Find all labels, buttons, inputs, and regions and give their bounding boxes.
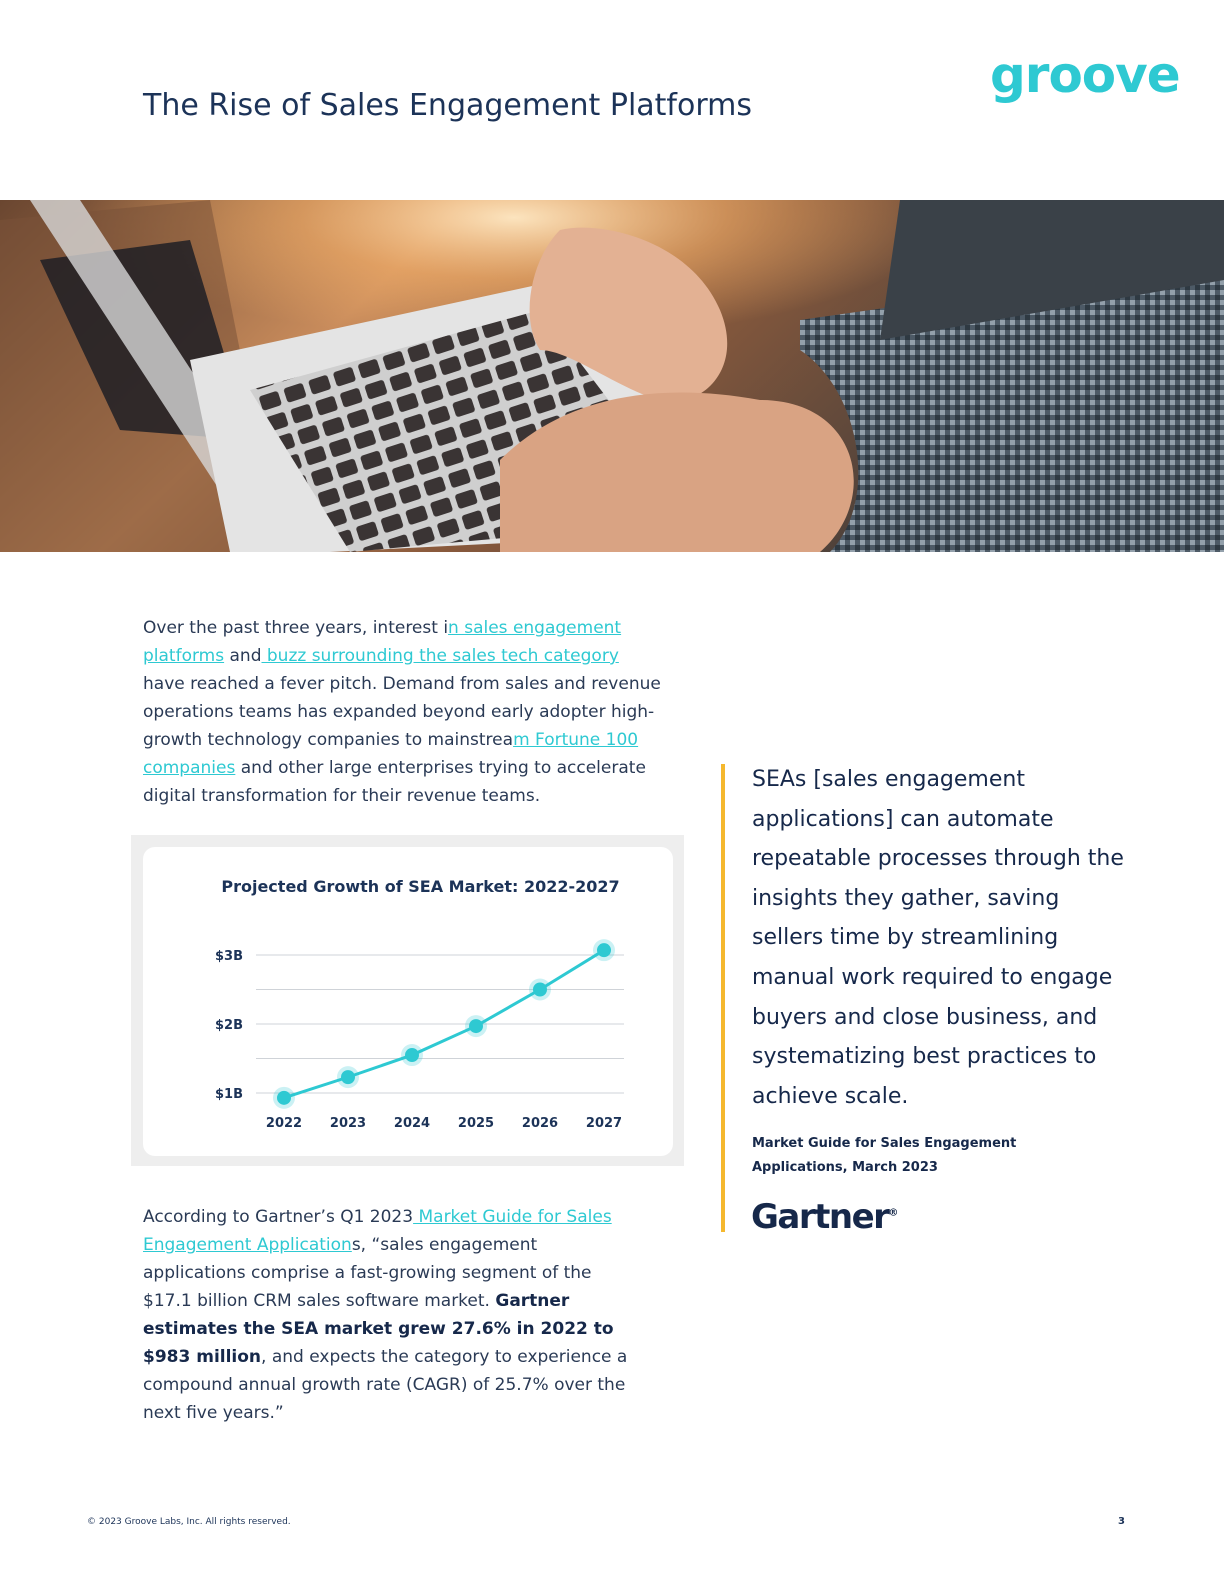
x-tick-label: 2023 [329, 1116, 367, 1131]
x-tick-label: 2027 [585, 1116, 623, 1131]
y-tick-label: $2B [215, 1018, 243, 1033]
data-point [597, 943, 611, 957]
data-point [341, 1070, 355, 1084]
link-market-guide[interactable]: Market Guide for Sales Engagement Application [143, 1207, 612, 1255]
page-title: The Rise of Sales Engagement Platforms [143, 88, 753, 123]
intro-text-4: and other large enterprises trying to accelerate digital transformation for their revenue teams. [143, 758, 646, 806]
intro-text-3: have reached a fever pitch. Demand from sales and revenue operations teams has expanded beyond early adopter high-growth technology companies to mainstrea [143, 674, 661, 750]
gartner-paragraph [143, 1203, 643, 1427]
x-tick-label: 2024 [393, 1116, 431, 1131]
gartner-registered-mark: ® [888, 1207, 899, 1219]
y-tick-label: $3B [215, 949, 243, 964]
hero-photo-laptop-typing [0, 200, 1224, 552]
body2-text-2: s, “sales engagement applications comprise a fast-growing segment of the $17.1 billion CRM sales software market. [143, 1235, 592, 1311]
page-number: 3 [1118, 1516, 1125, 1527]
data-point [469, 1019, 483, 1033]
body2-text-3: , and expects the category to experience a compound annual growth rate (CAGR) of 25.7% over the next five years.” [143, 1347, 628, 1423]
link-sales-engagement-platforms[interactable]: n sales engagement platforms [143, 618, 622, 666]
intro-text-2: and [224, 646, 262, 666]
data-point [533, 983, 547, 997]
data-point [277, 1091, 291, 1105]
intro-text-1: Over the past three years, interest i [143, 618, 449, 638]
copyright-footer: © 2023 Groove Labs, Inc. All rights reserved. [87, 1517, 291, 1527]
chart-card [143, 847, 673, 1156]
link-fortune-100[interactable]: m Fortune 100 companies [143, 730, 639, 778]
x-tick-label: 2022 [265, 1116, 303, 1131]
intro-paragraph [143, 614, 663, 810]
body2-text-1: According to Gartner’s Q1 2023 [143, 1207, 414, 1227]
x-tick-label: 2026 [521, 1116, 559, 1131]
quote-accent-bar [721, 764, 725, 1232]
chart-title: Projected Growth of SEA Market: 2022-2027 [221, 877, 620, 896]
y-tick-label: $1B [215, 1087, 243, 1102]
quote-source: Market Guide for Sales Engagement Applications, March 2023 [752, 1136, 1017, 1175]
gartner-quote: SEAs [sales engagement applications] can automate repeatable processes through the insights they gather, saving sellers time by streamlining manual work required to engage buyers and close business, and systematizing best practices to achieve scale. [752, 767, 1124, 1109]
link-sales-tech-category[interactable]: buzz surrounding the sales tech category [261, 646, 619, 666]
body2-bold-stat: Gartner estimates the SEA market grew 27.6% in 2022 to $983 million [143, 1291, 614, 1367]
gartner-logo [751, 1197, 898, 1237]
data-point [405, 1048, 419, 1062]
groove-logo: groove [990, 46, 1180, 104]
sea-growth-line-chart [143, 847, 673, 1156]
x-tick-label: 2025 [457, 1116, 495, 1131]
gartner-logo-text: Gartner [751, 1197, 889, 1237]
